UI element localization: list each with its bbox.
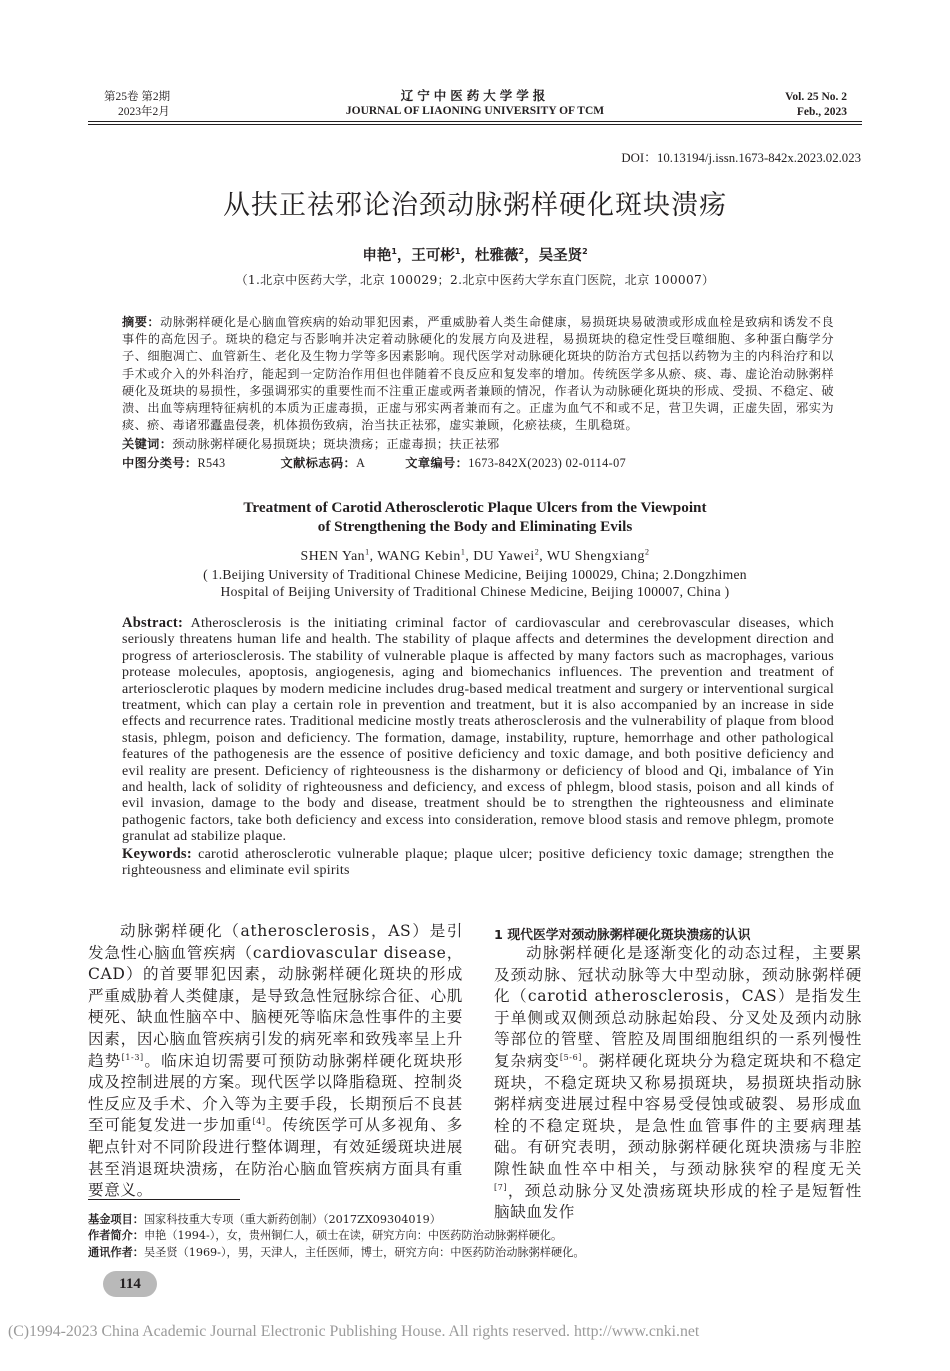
- author-sup: 2: [534, 547, 540, 557]
- author-sup: 1: [454, 247, 461, 257]
- affiliation-en-line1: ( 1.Beijing University of Traditional Chinese Medicine, Beijing 100029, China; 2.Dongzhimen: [203, 567, 747, 582]
- abstract-cn: [122, 314, 834, 472]
- header-date-en: Feb., 2023: [796, 106, 847, 118]
- body-text: 。粥样硬化斑块分为稳定斑块和不稳定斑块，不稳定斑块又称易损斑块，易损斑块指动脉粥样病变进展过程中容易受侵蚀或破裂、易形成血栓的不稳定斑块，是急性血管事件的主要病理基础。有研究表明，颈动脉粥样硬化斑块溃疡与非腔隙性缺血性卒中相关，与颈动脉狭窄的程度无关: [494, 1051, 863, 1178]
- abstract-en-label: Abstract:: [122, 615, 184, 631]
- footnote-text: 国家科技重大专项（重大新药创制）（2017ZX09304019）: [143, 1213, 441, 1226]
- author-cn: 吴圣贤: [538, 248, 583, 264]
- abstract-cn-label: 摘要：: [122, 315, 161, 329]
- copyright-watermark: (C)1994-2023 China Academic Journal Electronic Publishing House. All rights reserved. http://www.cnki.net: [8, 1323, 700, 1340]
- author-cn: 王可彬: [411, 248, 455, 264]
- affiliation-en: [0, 567, 950, 600]
- author-cn: 杜雅薇: [475, 248, 519, 264]
- abstract-en: [122, 615, 834, 880]
- keywords-cn-label: 关键词：: [122, 437, 173, 452]
- abstract-cn-text: 动脉粥样硬化是心脑血管疾病的始动罪犯因素，严重威胁着人类生命健康，易损斑块易破溃或形成血栓是致病和诱发不良事件的高危因子。斑块的稳定与否影响并决定着动脉硬化的发展方向及进程，易损斑块的稳定性受巨噬细胞、多种蛋白酶学分子、细胞凋亡、血管新生、老化及生物力学等多因素影响。现代医学对动脉硬化斑块的防治方式包括以药物为主的内科治疗和以手术或介入的外科治疗，能起到一定防治作用但也伴随着不良反应和复发率的增加。传统医学多从瘀、痰、毒、虚论治动脉粥样硬化及斑块的易损性，多强调邪实的重要性而不注重正虚或两者兼顾的情况，作者认为动脉硬化斑块的形成、受损、不稳定、破溃、出血等病理特征病机的本质为正虚毒损，正虚与邪实两者兼而有之。正虚为血气不和或不足，营卫失调，正虚失固，邪实为痰、瘀、毒诸邪蠹蛊侵袭，机体损伤致病，治当扶正祛邪，虚实兼顾，化瘀祛痰，生肌稳斑。: [122, 315, 834, 433]
- footnote-label: 通讯作者：: [88, 1245, 144, 1259]
- article-title-en: [0, 498, 950, 536]
- abstract-en-text: Atherosclerosis is the initiating criminal factor of cardiovascular and cerebrovascular diseases, which seriously threatens human life and health. The stability of plaque affects and determines the development direction and progress of arteriosclerosis. The stability of vulnerable plaque is affected by many factors such as macrophages, various protease molecules, apoptosis, angiogenesis, aging and biomechanics influences. The prevention and treatment of arteriosclerotic plaques by modern medicine includes drug-based medical treatment and surgery or interventional surgical treatment, which can play a certain role in prevention and treatment, but it is also accompanied by an increase in side effects and recurrence rates. Traditional medicine mostly treats atherosclerosis and the vulnerability of plaque from blood stasis, phlegm, poison and deficiency. The formation, damage, instability, rupture, hemorrhage and other pathological features of the pathogenesis are the essence of positive deficiency and toxic damage, and both positive deficiency and evil reality are present. Deficiency of righteousness is the disharmony or deficiency of blood and Qi, imbalance of Yin and health, lack of solidity of righteousness and deficiency, and excess of phlegm, blood stasis, poison and all kinds of evil invasion, damage to the body and disease, treatment should be to strengthen the righteousness and eliminate pathogenic factors, take both deficiency and excess into consideration, remove blood stasis and remove phlegm, promote granulat ad stabilize plaque.: [122, 616, 834, 845]
- body-text: 。临床迫切需要可预防动脉粥样硬化斑块形成及控制进展的方案。现代医学以降脂稳斑、控制炎性反应及手术、介入等为主要手段，长期预后不良甚至可能复发进一步加重: [88, 1051, 463, 1135]
- footnotes: [88, 1212, 862, 1261]
- author-sep: ，: [460, 248, 475, 264]
- author-en: WANG Kebin: [377, 548, 461, 563]
- page-number-badge: 114: [103, 1271, 157, 1297]
- body-text: ，颈总动脉分叉处溃疡斑块形成的栓子是短暂性脑缺血发作: [494, 1181, 862, 1222]
- header-vol-no: Vol. 25 No. 2: [785, 91, 847, 103]
- author-sup: 2: [644, 547, 650, 557]
- header-volume-cn: [104, 90, 264, 120]
- citation: [7]: [494, 1182, 508, 1192]
- author-sep: ，: [396, 248, 412, 264]
- title-en-line2: of Strengthening the Body and Eliminating Evils: [317, 518, 633, 535]
- affiliation-en-line2: Hospital of Beijing University of Traditional Chinese Medicine, Beijing 100007, China ): [220, 583, 730, 599]
- author-en: WU Shengxiang: [546, 548, 645, 563]
- doi: DOI：10.13194/j.issn.1673-842x.2023.02.023: [621, 151, 861, 165]
- body-right-paragraph: [494, 943, 862, 1224]
- article-title-cn: 从扶正祛邪论治颈动脉粥样硬化斑块溃疡: [223, 190, 727, 221]
- footnote-label: 基金项目：: [88, 1213, 144, 1226]
- author-sup: 2: [582, 247, 588, 257]
- author-sup: 1: [391, 247, 397, 257]
- journal-title-cn: 辽宁中医药大学学报: [400, 88, 550, 103]
- author-sep: ，: [524, 248, 539, 264]
- clc-label: 中图分类号：: [122, 455, 198, 470]
- doc-code-value: A: [356, 455, 366, 470]
- header-date-cn: 2023年2月: [118, 106, 170, 118]
- body-right-column: [494, 943, 862, 1224]
- body-text: 。传统医学可从多视角、多靶点针对不同阶段进行整体调理，有效延缓斑块进展甚至消退斑块溃疡，在防治心脑血管疾病方面具有重要意义。: [88, 1116, 463, 1200]
- header-volume-en: [700, 90, 847, 120]
- footnote-label: 作者简介：: [88, 1229, 144, 1243]
- journal-title-en: JOURNAL OF LIAONING UNIVERSITY OF TCM: [345, 105, 605, 117]
- author-bio-note: [88, 1228, 862, 1244]
- header-volume-issue: 第25卷 第2期: [104, 91, 171, 103]
- section-heading-1: 1 现代医学对颈动脉粥样硬化斑块溃疡的认识: [494, 928, 751, 943]
- footnote-rule: [88, 1199, 240, 1200]
- keywords-en-text: carotid atherosclerotic vulnerable plaque; plaque ulcer; positive deficiency toxic damage; strengthen the righteousness and eliminate evil spirits: [122, 846, 834, 879]
- keywords-cn-text: 颈动脉粥样硬化易损斑块；斑块溃疡；正虚毒损；扶正祛邪: [172, 437, 500, 452]
- funding-note: [88, 1212, 862, 1228]
- affiliation-cn: （1.北京中医药大学，北京 100029；2.北京中医药大学东直门医院，北京 100007）: [235, 273, 715, 287]
- authors-en: SHEN Yan$^1$, WANG Kebin$^1$, DU Yawei$^2$, WU Shengxiang$^2$: [300, 547, 650, 563]
- article-id-value: 1673-842X(2023) 02-0114-07: [468, 455, 627, 470]
- header-journal: [300, 88, 650, 119]
- author-en: SHEN Yan: [300, 548, 366, 563]
- authors-cn: [0, 244, 950, 265]
- body-left-paragraph: [88, 921, 463, 1202]
- body-left-column: [88, 921, 463, 1202]
- footnote-text: 申艳（1994-），女，贵州铜仁人，硕士在读，研究方向：中医药防治动脉粥样硬化。: [143, 1229, 563, 1243]
- citation: [1-3]: [121, 1052, 144, 1062]
- header-rule-top: [88, 121, 862, 122]
- author-sup: 1: [365, 547, 370, 557]
- author-cn: 申艳: [362, 248, 392, 264]
- author-en: DU Yawei: [473, 548, 535, 563]
- citation: [4]: [252, 1117, 266, 1127]
- header-rule-bottom: [88, 124, 862, 125]
- title-en-line1: Treatment of Carotid Atherosclerotic Plaque Ulcers from the Viewpoint: [243, 499, 707, 516]
- author-sup: 2: [518, 247, 525, 257]
- article-id-label: 文章编号：: [405, 455, 469, 470]
- author-sup: 1: [460, 547, 466, 557]
- keywords-en-label: Keywords:: [122, 845, 192, 862]
- citation: [5-6]: [559, 1052, 583, 1062]
- body-text: 动脉粥样硬化是逐渐变化的动态过程，主要累及颈动脉、冠状动脉等大中型动脉，颈动脉粥样硬化（carotid atherosclerosis，CAS）是指发生于单侧或双侧颈总动脉起始段、分叉处及颈内动脉等部位的管壁、管腔及周围细胞组织的一系列慢性复杂病变: [494, 944, 862, 1070]
- body-text: 动脉粥样硬化（atherosclerosis，AS）是引发急性心脑血管疾病（cardiovascular disease，CAD）的首要罪犯因素，动脉粥样硬化斑块的形成严重威胁着人类健康，是导致急性冠脉综合征、心肌梗死、缺血性脑卒中、脑梗死等临床急性事件的主要因素，因心脑血管疾病引发的病死率和致残率呈上升趋势: [88, 922, 463, 1070]
- doc-code-label: 文献标志码：: [280, 455, 357, 470]
- clc-value: R543: [197, 455, 226, 470]
- corresponding-author-note: [88, 1245, 862, 1261]
- footnote-text: 吴圣贤（1969-），男，天津人，主任医师，博士，研究方向：中医药防治动脉粥样硬化。: [143, 1245, 585, 1259]
